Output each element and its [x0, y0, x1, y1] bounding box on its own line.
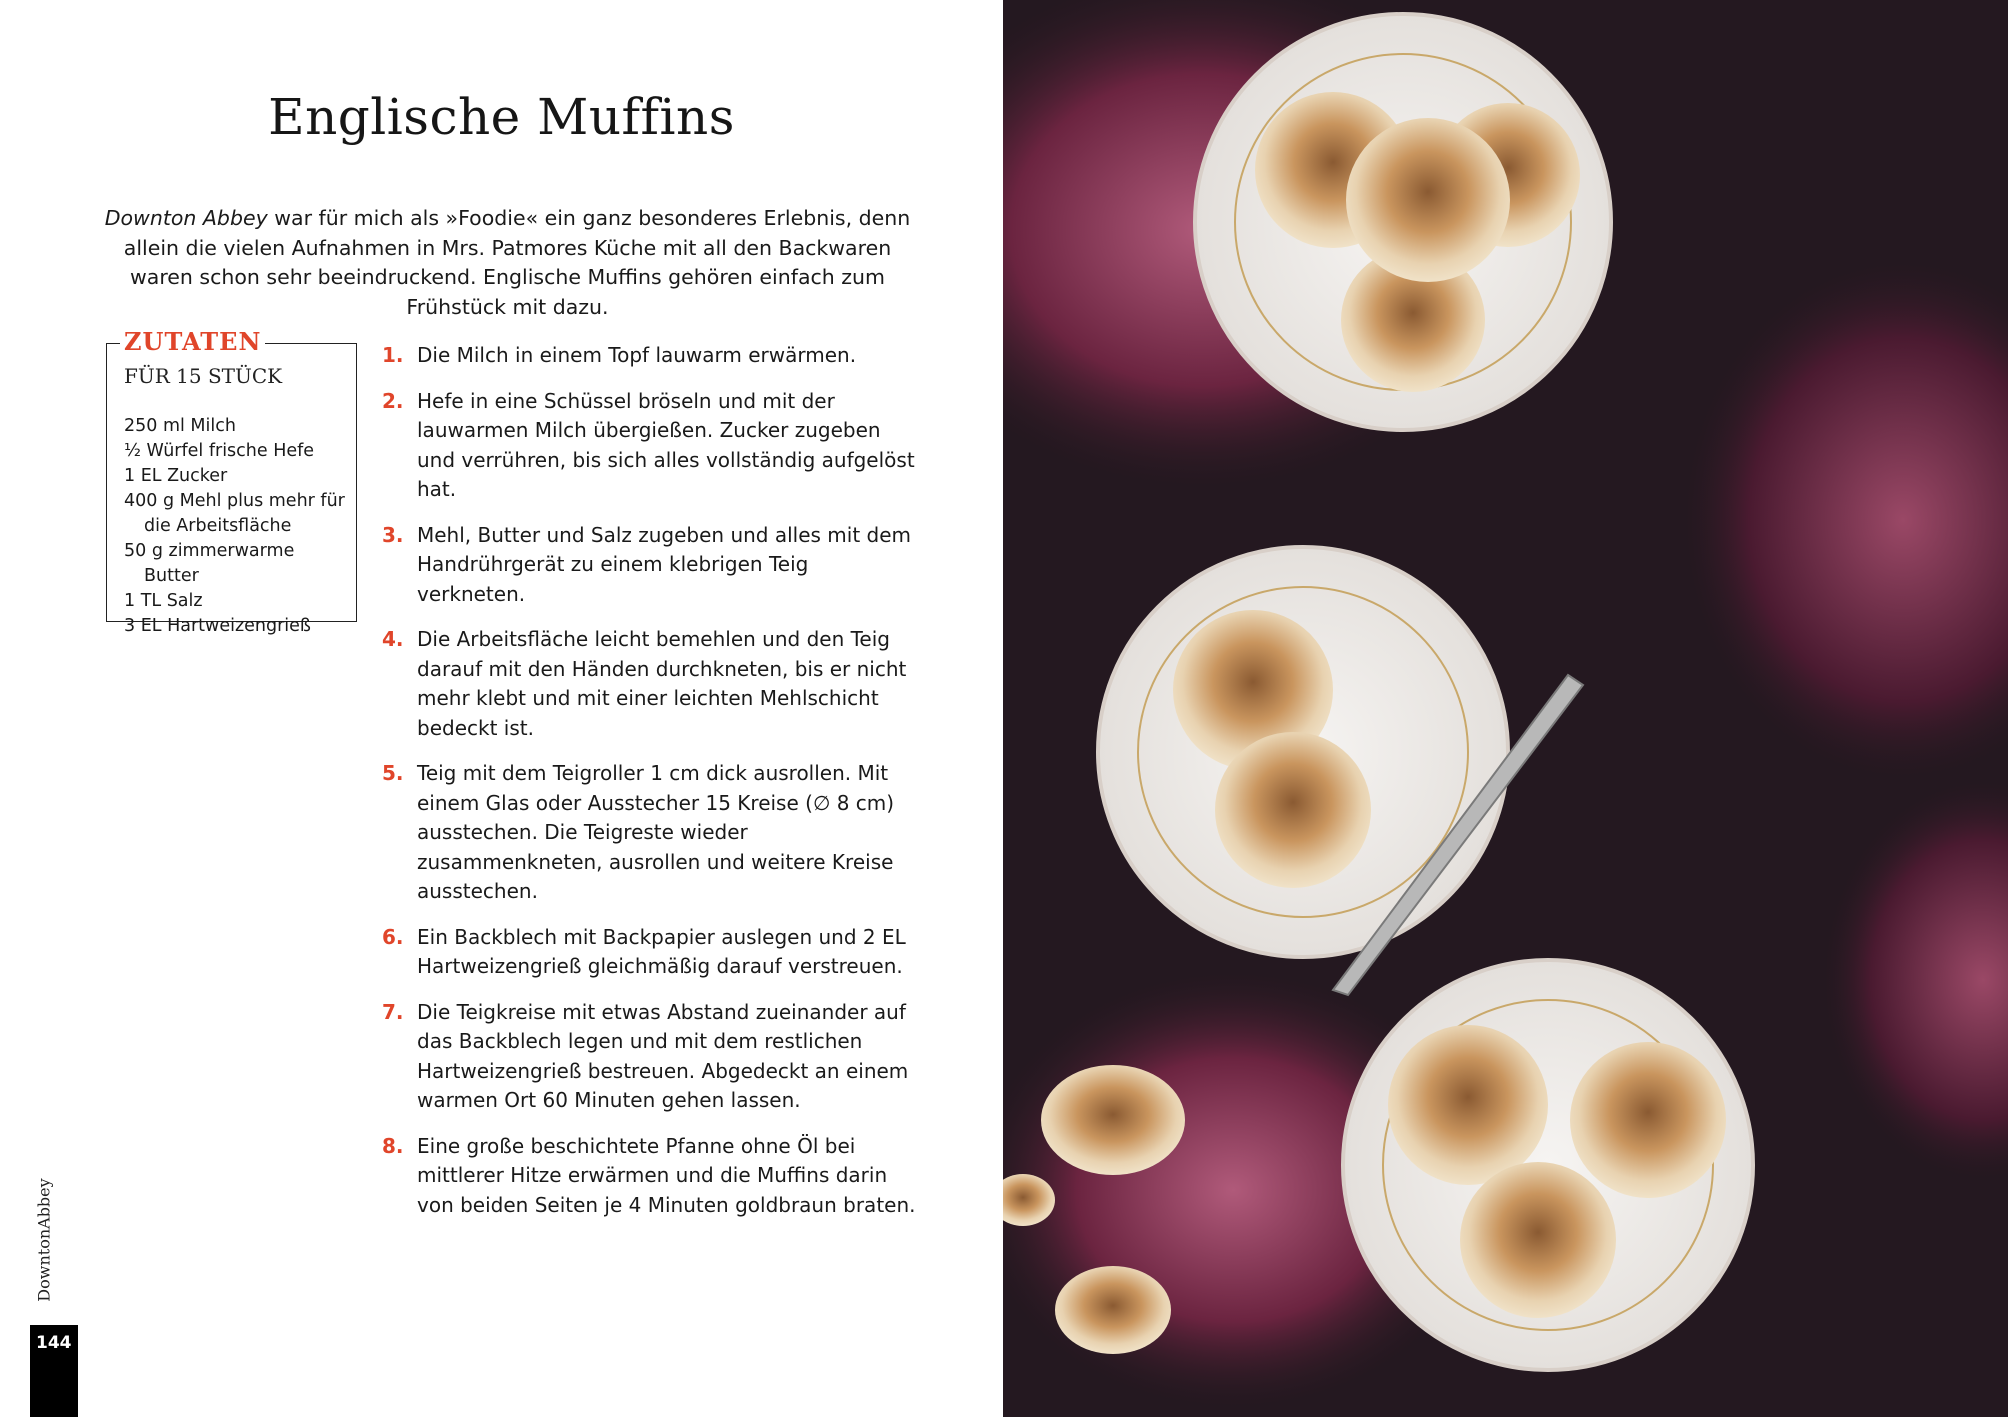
step-text: Eine große beschichtete Pfanne ohne Öl bei mittlerer Hitze erwärmen und die Muffins darin von beiden Seiten je 4 Minuten goldbraun braten.: [417, 1133, 916, 1217]
ingredient-item: ½ Würfel frische Hefe: [124, 441, 315, 461]
intro-italic: Downton Abbey: [104, 206, 268, 230]
step-number: 1.: [382, 343, 404, 367]
step-number: 4.: [382, 627, 404, 651]
step-number: 5.: [382, 761, 404, 785]
recipe-page: [0, 0, 1003, 1417]
page-title: Englische Muffins: [268, 88, 735, 146]
step-text: Ein Backblech mit Backpapier auslegen und 2 EL Hartweizengrieß gleichmäßig darauf verstreuen.: [417, 924, 906, 978]
step-item: [380, 759, 920, 907]
step-text: Die Teigkreise mit etwas Abstand zueinander auf das Backblech legen und mit dem restlichen Hartweizengrieß bestreuen. Abgedeckt an einem warmen Ort 60 Minuten gehen lassen.: [417, 999, 909, 1112]
step-item: [380, 998, 920, 1116]
muffin-piece: [1041, 1065, 1185, 1175]
step-item: [380, 625, 920, 743]
ingredients-subheading: FÜR 15 STÜCK: [124, 364, 283, 388]
step-number: 3.: [382, 522, 404, 547]
step-number: 7.: [382, 999, 404, 1024]
muffin: [1460, 1162, 1616, 1318]
page-number: 144: [36, 1333, 72, 1353]
ingredient-item: 50 g zimmerwarme Butter: [124, 541, 295, 586]
step-number: 8.: [382, 1133, 404, 1158]
step-number: 6.: [382, 924, 404, 949]
muffin: [1388, 1025, 1548, 1185]
muffin-photo: [1003, 0, 2008, 1417]
ingredient-item: 1 EL Zucker: [124, 466, 228, 486]
photo-illustration: [1003, 0, 2008, 1417]
spine-label: DowntonAbbey: [34, 1178, 54, 1302]
step-item: [380, 1132, 920, 1221]
step-number: 2.: [382, 388, 404, 413]
muffin: [1570, 1042, 1726, 1198]
ingredient-item: 250 ml Milch: [124, 416, 236, 436]
steps-list: [380, 341, 920, 1236]
ingredients-list: [124, 414, 354, 639]
step-item: [380, 387, 920, 505]
muffin-piece: [1055, 1266, 1171, 1354]
step-text: Die Milch in einem Topf lauwarm erwärmen.: [417, 343, 857, 367]
step-text: Die Arbeitsfläche leicht bemehlen und den Teig darauf mit den Händen durchkneten, bis er nicht mehr klebt und mit einer leichten Mehlschicht bedeckt ist.: [417, 627, 907, 740]
ingredient-item: 1 TL Salz: [124, 591, 203, 611]
step-text: Mehl, Butter und Salz zugeben und alles mit dem Handrührgerät zu einem klebrigen Teig verkneten.: [417, 522, 912, 606]
step-text: Teig mit dem Teigroller 1 cm dick ausrollen. Mit einem Glas oder Ausstecher 15 Kreise (∅ 8 cm) ausstechen. Die Teigreste wieder zusammenkneten, ausrollen und weitere Kreise ausstechen.: [417, 761, 895, 903]
step-item: [380, 341, 920, 371]
step-item: [380, 923, 920, 982]
muffin: [1215, 732, 1371, 888]
step-text: Hefe in eine Schüssel bröseln und mit der lauwarmen Milch übergießen. Zucker zugeben und verrühren, bis sich alles vollständig aufgelöst hat.: [417, 388, 915, 501]
ingredient-item: 400 g Mehl plus mehr für die Arbeitsfläche: [124, 491, 345, 536]
intro-text: war für mich als »Foodie« ein ganz besonderes Erlebnis, denn allein die vielen Aufnahmen in Mrs. Patmores Küche mit all den Backwaren waren schon sehr beeindruckend. Englische Muffins gehören einfach zum Frühstück mit dazu.: [123, 206, 911, 319]
muffin: [1346, 118, 1510, 282]
ingredients-heading: ZUTATEN: [120, 327, 265, 356]
step-item: [380, 521, 920, 610]
ingredient-item: 3 EL Hartweizengrieß: [124, 616, 311, 636]
intro-paragraph: [100, 204, 915, 322]
